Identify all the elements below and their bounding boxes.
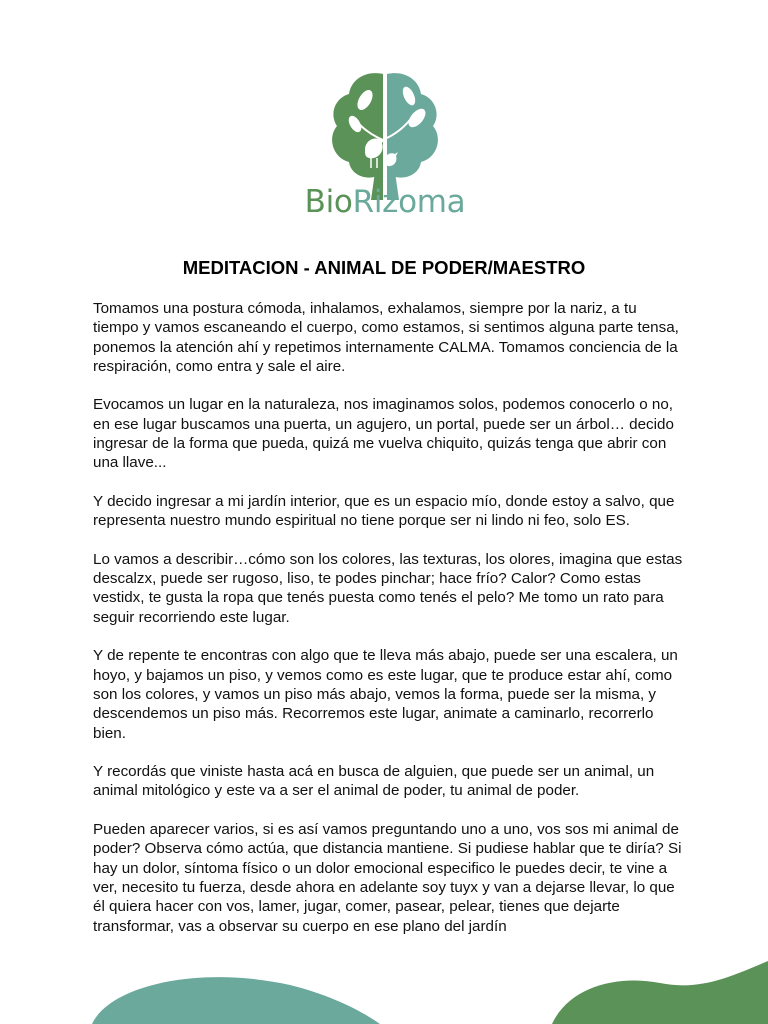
paragraph: Lo vamos a describir…cómo son los colores, las texturas, los olores, imagina que estas descalzx, puede ser rugoso, liso, te podes pinchar; hace frío? Calor? Como estas vestidx, te gusta la ropa que tenés puesta como tenés el pelo? Me tomo un rato para seguir recorriendo este lugar.	[93, 550, 683, 626]
document-title: MEDITACION - ANIMAL DE PODER/MAESTRO	[182, 257, 586, 278]
paragraph: Y de repente te encontras con algo que te lleva más abajo, puede ser una escalera, un hoyo, y bajamos un piso, y vemos como es este lugar, que te produce estar ahí, como son los colores, y vamos un piso más abajo, vemos la forma, puede ser la misma, y descendemos un piso más. Recorremos este lugar, animate a caminarlo, recorrerlo bien.	[93, 647, 678, 742]
document-body	[93, 299, 683, 955]
brand-name	[290, 184, 480, 220]
footer-wave-decoration	[0, 955, 768, 1024]
paragraph: Y recordás que viniste hasta acá en busca de alguien, que puede ser un animal, un animal mitológico y este va a ser el animal de poder, tu animal de poder.	[93, 763, 655, 800]
paragraph: Evocamos un lugar en la naturaleza, nos imaginamos solos, podemos conocerlo o no, en ese lugar buscamos una puerta, un agujero, un portal, puede ser un árbol… decido ingresar de la forma que pueda, quizá me vuelva chiquito, quizás tenga que abrir con una llave...	[93, 396, 674, 472]
paragraph: Pueden aparecer varios, si es así vamos preguntando uno a uno, vos sos mi animal de poder? Observa cómo actúa, que distancia mantiene. Si pudiese hablar que te diría? Si hay un dolor, síntoma físico o un dolor emocional especifico le puedes decir, te vine a ver, necesito tu fuerza, desde ahora en adelante soy tuyx y van a dejarse llevar, lo que él quiera hacer con vos, lamer, jugar, comer, pasear, pelear, tienes que dejarte transformar, vas a observar su cuerpo en ese plano del jardín	[93, 821, 682, 935]
brand-name-part2: Rizoma	[352, 184, 466, 220]
footer-wave-green	[552, 961, 768, 1024]
footer-wave-teal	[92, 977, 380, 1024]
brand-logo	[290, 50, 480, 225]
tree-brain-with-birds-icon	[325, 68, 445, 203]
paragraph: Tomamos una postura cómoda, inhalamos, exhalamos, siempre por la nariz, a tu tiempo y vamos escaneando el cuerpo, como estamos, si sentimos alguna parte tensa, ponemos la atención ahí y repetimos internamente CALMA. Tomamos conciencia de la respiración, como entra y sale el aire.	[93, 300, 679, 375]
paragraph: Y decido ingresar a mi jardín interior, que es un espacio mío, donde estoy a salvo, que representa nuestro mundo espiritual no tiene porque ser ni lindo ni feo, solo ES.	[93, 492, 675, 530]
brand-name-part1: Bio	[304, 184, 353, 220]
